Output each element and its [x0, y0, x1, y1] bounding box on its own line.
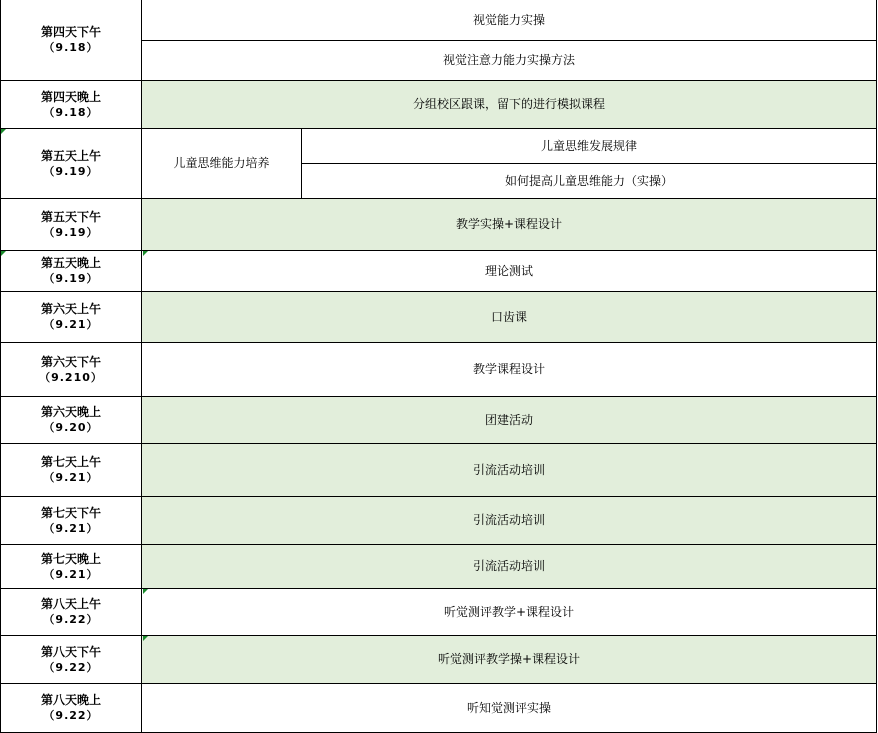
- content-text: 口齿课: [490, 309, 527, 324]
- date-label: （9.22）: [43, 613, 99, 626]
- time-label: 第四天晚上: [40, 89, 101, 104]
- cell-marker-icon: [143, 636, 148, 641]
- time-label: 第五天晚上: [40, 256, 101, 270]
- time-cell: [0, 292, 142, 343]
- time-label: 第八天晚上: [40, 693, 101, 707]
- topic-cell: [142, 129, 302, 199]
- content-cell: [142, 545, 877, 589]
- content-text: 如何提高儿童思维能力（实操）: [504, 173, 673, 188]
- date-label: （9.19）: [43, 164, 99, 178]
- content-cell: [142, 444, 877, 497]
- date-label: （9.210）: [39, 370, 103, 384]
- time-label: 第八天上午: [40, 597, 101, 611]
- content-cell: [142, 343, 877, 397]
- time-label: 第八天下午: [40, 644, 101, 659]
- content-text: 视觉注意力能力实操方法: [442, 53, 575, 67]
- time-label: 第四天下午: [40, 25, 101, 39]
- content-text: 引流活动培训: [472, 513, 545, 527]
- date-label: （9.22）: [43, 709, 99, 722]
- time-label: 第五天下午: [40, 209, 101, 224]
- content-text: 儿童思维发展规律: [540, 138, 637, 153]
- content-cell: [142, 397, 877, 444]
- time-label: 第七天下午: [40, 505, 101, 520]
- content-cell: [142, 41, 877, 81]
- content-cell: [142, 199, 877, 251]
- content-text: 听觉测评教学+课程设计: [443, 604, 575, 619]
- content-text: 引流活动培训: [472, 559, 545, 573]
- cell-marker-icon: [1, 129, 6, 134]
- content-text: 教学实操+课程设计: [455, 217, 563, 231]
- content-text: 听觉测评教学操+课程设计: [437, 652, 581, 666]
- content-cell: [142, 636, 877, 684]
- date-label: （9.18）: [43, 41, 99, 54]
- time-label: 第七天上午: [40, 455, 101, 469]
- content-text: 教学课程设计: [472, 362, 545, 376]
- time-label: 第六天上午: [40, 302, 101, 316]
- content-cell: [142, 81, 877, 129]
- time-cell: [0, 545, 142, 589]
- content-text: 引流活动培训: [472, 462, 545, 477]
- content-text: 视觉能力实操: [472, 12, 545, 27]
- date-label: （9.21）: [43, 471, 99, 484]
- cell-marker-icon: [1, 251, 6, 256]
- content-cell: [142, 497, 877, 545]
- time-cell: [0, 0, 142, 81]
- date-label: （9.22）: [43, 660, 99, 674]
- time-label: 第七天晚上: [40, 551, 101, 566]
- time-cell: [0, 497, 142, 545]
- date-label: （9.21）: [43, 521, 99, 535]
- date-label: （9.20）: [43, 421, 99, 434]
- time-cell: [0, 684, 142, 733]
- content-text: 分组校区跟课，留下的进行模拟课程: [412, 97, 605, 111]
- content-cell: [142, 684, 877, 733]
- content-cell: [302, 129, 877, 164]
- time-cell: [0, 81, 142, 129]
- content-cell: [302, 164, 877, 199]
- content-cell: [142, 0, 877, 41]
- content-text: 听知觉测评实操: [466, 700, 551, 715]
- content-cell: [142, 589, 877, 636]
- time-cell: [0, 397, 142, 444]
- date-label: （9.21）: [43, 567, 99, 581]
- time-cell: [0, 199, 142, 251]
- cell-marker-icon: [143, 589, 148, 594]
- content-text: 团建活动: [484, 412, 533, 427]
- time-cell: [0, 251, 142, 292]
- time-cell: [0, 589, 142, 636]
- time-label: 第六天晚上: [40, 405, 101, 419]
- time-cell: [0, 636, 142, 684]
- content-cell: [142, 292, 877, 343]
- date-label: （9.18）: [43, 105, 99, 119]
- content-text: 理论测试: [484, 263, 533, 278]
- date-label: （9.21）: [43, 318, 99, 331]
- time-cell: [0, 444, 142, 497]
- cell-marker-icon: [143, 251, 148, 256]
- time-label: 第五天上午: [40, 148, 101, 163]
- date-label: （9.19）: [43, 272, 99, 285]
- content-cell: [142, 251, 877, 292]
- date-label: （9.19）: [43, 225, 99, 239]
- topic-text: 儿童思维能力培养: [173, 156, 270, 170]
- time-label: 第六天下午: [40, 354, 101, 369]
- time-cell: [0, 343, 142, 397]
- time-cell: [0, 129, 142, 199]
